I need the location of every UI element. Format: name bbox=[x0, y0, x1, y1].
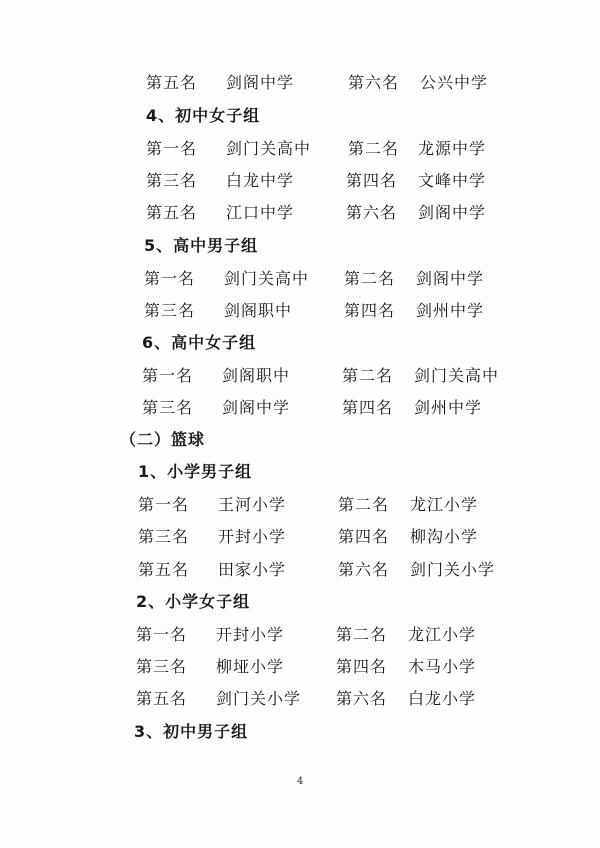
rank-label: 第三名 bbox=[144, 301, 196, 320]
school-name: 剑阁中学 bbox=[416, 269, 485, 288]
school-name: 白龙中学 bbox=[226, 171, 295, 190]
rank-label: 第一名 bbox=[138, 495, 190, 514]
rank-label: 第四名 bbox=[336, 657, 388, 676]
school-name: 剑门关小学 bbox=[410, 560, 496, 579]
rank-label: 第五名 bbox=[138, 560, 190, 579]
school-name: 剑州中学 bbox=[414, 398, 483, 417]
school-name: 剑门关小学 bbox=[216, 689, 302, 708]
rank-label: 第二名 bbox=[348, 139, 400, 158]
rank-label: 第三名 bbox=[142, 398, 194, 417]
rank-label: 第二名 bbox=[344, 269, 396, 288]
rank-label: 第三名 bbox=[138, 527, 190, 546]
rank-label: 第五名 bbox=[146, 73, 198, 92]
school-name: 开封小学 bbox=[216, 625, 285, 644]
school-name: 龙江小学 bbox=[408, 625, 477, 644]
category-heading: （二）篮球 bbox=[120, 430, 206, 449]
page-number: 4 bbox=[296, 776, 304, 787]
school-name: 剑门关高中 bbox=[226, 139, 312, 158]
school-name: 白龙小学 bbox=[408, 689, 477, 708]
rank-label: 第四名 bbox=[338, 527, 390, 546]
school-name: 剑阁职中 bbox=[222, 366, 291, 385]
school-name: 王河小学 bbox=[218, 495, 287, 514]
rank-label: 第二名 bbox=[338, 495, 390, 514]
school-name: 开封小学 bbox=[218, 527, 287, 546]
section-heading: 5、高中男子组 bbox=[144, 236, 259, 255]
rank-label: 第三名 bbox=[136, 657, 188, 676]
school-name: 剑阁中学 bbox=[418, 203, 487, 222]
school-name: 木马小学 bbox=[408, 657, 477, 676]
section-heading: 2、小学女子组 bbox=[136, 592, 251, 611]
rank-label: 第四名 bbox=[342, 398, 394, 417]
school-name: 龙源中学 bbox=[418, 139, 487, 158]
rank-label: 第一名 bbox=[142, 366, 194, 385]
rank-label: 第三名 bbox=[146, 171, 198, 190]
rank-label: 第六名 bbox=[348, 73, 400, 92]
rank-label: 第二名 bbox=[342, 366, 394, 385]
rank-label: 第四名 bbox=[344, 301, 396, 320]
school-name: 田家小学 bbox=[218, 560, 287, 579]
rank-label: 第二名 bbox=[336, 625, 388, 644]
rank-label: 第一名 bbox=[146, 139, 198, 158]
rank-label: 第一名 bbox=[144, 269, 196, 288]
section-heading: 1、小学男子组 bbox=[138, 462, 253, 481]
rank-label: 第五名 bbox=[146, 203, 198, 222]
school-name: 柳沟小学 bbox=[410, 527, 479, 546]
school-name: 剑阁中学 bbox=[226, 73, 295, 92]
school-name: 龙江小学 bbox=[410, 495, 479, 514]
section-heading: 3、初中男子组 bbox=[134, 722, 249, 741]
school-name: 剑州中学 bbox=[416, 301, 485, 320]
rank-label: 第六名 bbox=[336, 689, 388, 708]
rank-label: 第四名 bbox=[346, 171, 398, 190]
rank-label: 第五名 bbox=[136, 689, 188, 708]
section-heading: 4、初中女子组 bbox=[146, 106, 261, 125]
school-name: 江口中学 bbox=[226, 203, 295, 222]
school-name: 剑阁职中 bbox=[224, 301, 293, 320]
rank-label: 第一名 bbox=[136, 625, 188, 644]
school-name: 文峰中学 bbox=[418, 171, 487, 190]
school-name: 柳垭小学 bbox=[216, 657, 285, 676]
rank-label: 第六名 bbox=[346, 203, 398, 222]
school-name: 公兴中学 bbox=[420, 73, 489, 92]
school-name: 剑阁中学 bbox=[222, 398, 291, 417]
rank-label: 第六名 bbox=[338, 560, 390, 579]
school-name: 剑门关高中 bbox=[224, 269, 310, 288]
section-heading: 6、高中女子组 bbox=[142, 333, 257, 352]
school-name: 剑门关高中 bbox=[414, 366, 500, 385]
